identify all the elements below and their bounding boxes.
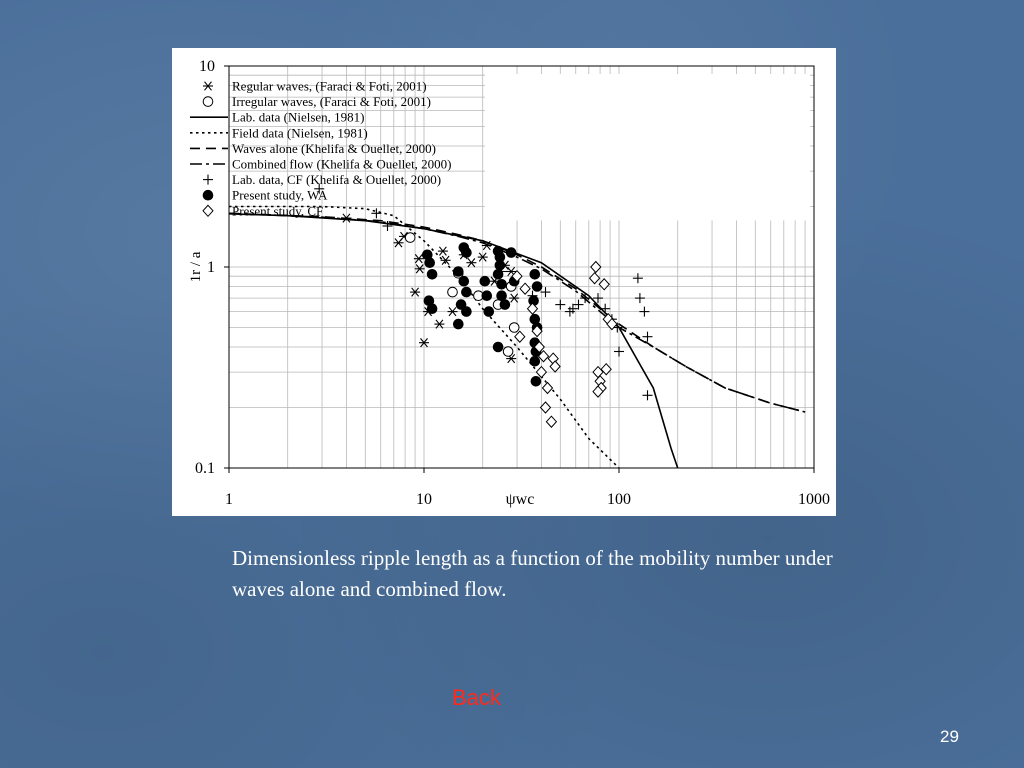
data-point-series-8 bbox=[541, 402, 551, 413]
data-point-series-7 bbox=[493, 269, 504, 280]
data-point-series-6 bbox=[643, 332, 653, 342]
legend-label: Lab. data (Nielsen, 1981) bbox=[232, 109, 365, 125]
back-link[interactable]: Back bbox=[452, 685, 501, 710]
y-tick-label: 10 bbox=[199, 58, 215, 75]
legend-label: Present study, CF bbox=[232, 203, 324, 219]
data-point-series-0 bbox=[394, 239, 404, 248]
legend-item bbox=[203, 172, 441, 187]
data-point-series-7 bbox=[427, 303, 438, 314]
data-point-series-7 bbox=[461, 287, 472, 298]
data-point-series-7 bbox=[532, 281, 543, 292]
data-point-series-7 bbox=[427, 269, 438, 280]
data-point-series-7 bbox=[461, 247, 472, 258]
data-point-series-6 bbox=[643, 390, 653, 400]
data-point-series-1 bbox=[509, 323, 519, 333]
x-tick-label: 100 bbox=[607, 491, 631, 508]
legend-label: Combined flow (Khelifa & Ouellet, 2000) bbox=[232, 156, 452, 172]
legend-label: Regular waves, (Faraci & Foti, 2001) bbox=[232, 78, 427, 94]
slide-caption: Dimensionless ripple length as a function of the mobility number under waves alone and combined flow. bbox=[232, 546, 833, 601]
legend-marker-symbol bbox=[203, 175, 213, 185]
chart-legend bbox=[190, 74, 810, 220]
x-tick-label: 1 bbox=[225, 491, 233, 508]
chart-panel bbox=[172, 48, 836, 516]
legend-label: Present study, WA bbox=[232, 187, 328, 203]
data-point-series-6 bbox=[541, 287, 551, 297]
legend-label: Irregular waves, (Faraci & Foti, 2001) bbox=[232, 94, 431, 110]
x-axis-label: ψwc bbox=[505, 491, 535, 508]
data-point-series-8 bbox=[543, 383, 553, 394]
data-point-series-8 bbox=[599, 279, 609, 290]
data-point-series-7 bbox=[496, 279, 507, 290]
data-point-series-7 bbox=[459, 276, 470, 287]
data-point-series-8 bbox=[591, 262, 601, 273]
y-tick-label: 0.1 bbox=[195, 460, 215, 477]
data-point-series-0 bbox=[415, 265, 425, 274]
data-point-series-1 bbox=[503, 347, 513, 357]
data-point-series-7 bbox=[531, 376, 542, 387]
legend-item bbox=[203, 188, 328, 203]
data-point-series-7 bbox=[453, 266, 464, 277]
data-point-series-1 bbox=[448, 287, 458, 297]
x-tick-label: 1000 bbox=[798, 491, 830, 508]
legend-item bbox=[203, 203, 323, 218]
data-point-series-6 bbox=[614, 347, 624, 357]
data-point-series-8 bbox=[546, 416, 556, 427]
data-point-series-7 bbox=[506, 247, 517, 258]
legend-marker-symbol bbox=[203, 190, 214, 201]
slide-number: 29 bbox=[940, 727, 959, 746]
data-point-series-8 bbox=[536, 367, 546, 378]
y-tick-label: 1 bbox=[207, 259, 215, 276]
legend-item bbox=[203, 79, 427, 94]
legend-label: Field data (Nielsen, 1981) bbox=[232, 125, 368, 141]
data-point-series-0 bbox=[438, 247, 448, 256]
legend-marker-symbol bbox=[203, 205, 213, 216]
data-point-series-7 bbox=[484, 306, 495, 317]
legend-label: Lab. data, CF (Khelifa & Ouellet, 2000) bbox=[232, 172, 442, 188]
data-point-series-7 bbox=[500, 299, 511, 310]
data-point-series-1 bbox=[405, 233, 415, 243]
data-point-series-7 bbox=[480, 276, 491, 287]
data-point-series-7 bbox=[424, 257, 435, 268]
data-point-series-6 bbox=[635, 293, 645, 303]
legend-marker-symbol bbox=[203, 82, 213, 91]
legend-item bbox=[190, 141, 436, 156]
data-point-series-7 bbox=[453, 319, 464, 330]
data-point-series-6 bbox=[639, 307, 649, 317]
data-point-series-7 bbox=[495, 260, 506, 271]
legend-box bbox=[485, 74, 810, 220]
legend-item bbox=[190, 110, 364, 125]
legend-item bbox=[190, 125, 368, 140]
x-tick-label: 10 bbox=[416, 491, 432, 508]
legend-marker-symbol bbox=[203, 97, 213, 107]
data-point-series-0 bbox=[509, 294, 519, 303]
data-point-series-7 bbox=[493, 342, 504, 353]
data-point-series-7 bbox=[530, 269, 541, 280]
data-point-series-6 bbox=[555, 300, 565, 310]
data-point-series-6 bbox=[633, 273, 643, 283]
data-point-series-7 bbox=[530, 356, 541, 367]
legend-label: Waves alone (Khelifa & Ouellet, 2000) bbox=[232, 140, 436, 156]
data-point-series-6 bbox=[574, 300, 584, 310]
data-point-series-0 bbox=[466, 258, 476, 267]
data-point-series-7 bbox=[461, 306, 472, 317]
data-point-series-8 bbox=[520, 283, 530, 294]
data-point-series-7 bbox=[482, 290, 493, 301]
data-point-series-8 bbox=[515, 331, 525, 342]
data-point-series-8 bbox=[590, 273, 600, 284]
data-point-series-6 bbox=[371, 208, 381, 218]
data-point-series-0 bbox=[448, 307, 458, 316]
legend-item bbox=[203, 94, 431, 109]
y-axis-label: 1r / a bbox=[188, 251, 204, 283]
chart-svg bbox=[172, 48, 836, 516]
